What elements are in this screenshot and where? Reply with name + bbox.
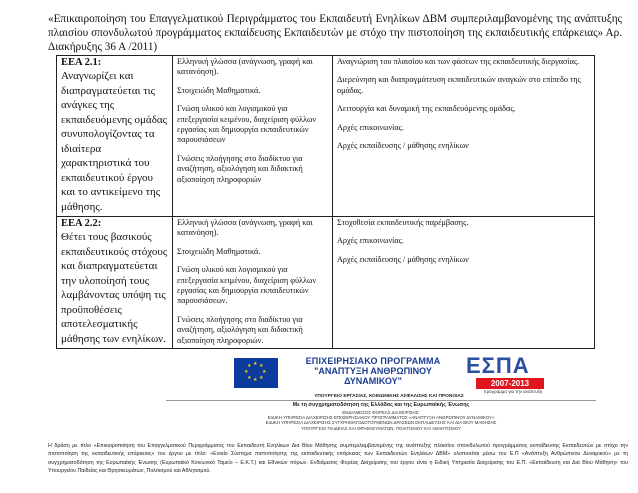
knowledge-item: Αρχές επικοινωνίας. xyxy=(337,236,404,246)
espa-years: 2007-2013 xyxy=(476,378,544,389)
ministry-line: ΥΠΟΥΡΓΕΙΟ ΕΡΓΑΣΙΑΣ, ΚΟΙΝΩΝΙΚΗΣ ΑΣΦΑΛΙΣΗΣ ΚΑΙ ΠΡΟΝΟΙΑΣ xyxy=(314,394,464,399)
knowledge-cell xyxy=(333,217,595,349)
skill-item: Στοιχειώδη Μαθηματικά. xyxy=(177,85,261,95)
competency-title: Αναγνωρίζει και διαπραγματεύεται τις ανάγκες της εκπαιδευόμενης ομάδας συνυπολογίζοντας τα ιδιαίτερα χαρακτηριστικά του εκπαιδευτικού έργου και το αντικείμενο της μάθησης. xyxy=(61,70,167,213)
knowledge-item: Αρχές εκπαίδευσης / μάθησης ενηλίκων xyxy=(337,254,469,264)
espa-subtitle: πρόγραμμα για την ανάπτυξη xyxy=(483,389,543,394)
skill-item: Γνώσεις πλοήγησης στο διαδίκτυο για αναζήτηση, αξιολόγηση και διδακτική αξιοποίηση πληροφοριών. xyxy=(177,314,303,345)
knowledge-item: Αναγνώριση του πλαισίου και των φάσεων της εκπαιδευτικής διεργασίας. xyxy=(337,57,580,66)
table-row xyxy=(57,56,595,217)
funding-logos xyxy=(56,352,596,431)
management-authority xyxy=(166,410,596,431)
espa-logo xyxy=(466,354,560,396)
table-row xyxy=(57,217,595,349)
skills-cell xyxy=(173,56,333,217)
footer-note: Η δράση με τίτλο «Επικαιροποίηση του Επαγγελματικού Περιγράμματος του Εκπαιδευτή Ενηλίκων Δια Βίου Μάθησης συμπεριλαμβανομένης της ανάπτυξης πλαισίου σπονδυλωτού προγράμματος εκπαίδευσης Εκπαιδευτών με στόχο την πιστοποίηση της εκπαιδευτικής επάρκειας» του έργου με τίτλο: «Ενιαίο Σύστημα πιστοποίησης της εκπαιδευτικής επάρκειας των Εκπαιδευτών Ενηλίκων ΔΒΜ» υλοποιείται μέσω του Ε.Π «Ανάπτυξη Ανθρώπινου Δυναμικού» με τη συγχρηματοδότηση της Ευρωπαϊκής Ένωσης (Ευρωπαϊκό Κοινωνικό Ταμείο – Ε.Κ.Τ.) και Εθνικών πόρων. Ενδιάμεσος Φορέας Διαχείρισης του έργου είναι η Ειδική Υπηρεσία Διαχείρισης του Ε.Π. «Εκπαίδευση και Δια Βίου Μάθηση» του Υπουργείου Παιδείας και Θρησκευμάτων, Πολιτισμού και Αθλητισμού. xyxy=(48,443,628,475)
knowledge-item: Λειτουργία και δυναμική της εκπαιδευόμενης ομάδας. xyxy=(337,104,516,114)
knowledge-item: Διερεύνηση και διαπραγμάτευση εκπαιδευτικών αναγκών στο επίπεδο της ομάδας. xyxy=(337,75,581,95)
mgmt-line: ΕΙΔΙΚΗ ΥΠΗΡΕΣΙΑ ΔΙΑΧΕΙΡΙΣΗΣ ΕΠΙΧΕΙΡΗΣΙΑΚΟΥ ΠΡΟΓΡΑΜΜΑΤΟΣ «ΑΝΑΠΤΥΞΗ ΑΝΘΡΩΠΙΝΟΥ ΔΥΝΑΜΙΚΟΥ» xyxy=(267,415,495,421)
skill-item: Ελληνική γλώσσα (ανάγνωση, γραφή και κατανόηση). xyxy=(177,57,313,77)
knowledge-item: Αρχές επικοινωνίας. xyxy=(337,122,404,132)
skill-item: Γνώσεις πλοήγησης στο διαδίκτυο για αναζήτηση, αξιολόγηση και διδακτική αξιοποίηση πληροφοριών xyxy=(177,153,303,184)
knowledge-item: Στοχοθεσία εκπαιδευτικής παρέμβασης. xyxy=(337,218,469,227)
program-logo xyxy=(288,356,458,390)
competency-code: ΕΕΑ 2.1: xyxy=(61,57,102,68)
competency-code: ΕΕΑ 2.2: xyxy=(61,218,102,229)
skill-item: Στοιχειώδη Μαθηματικά. xyxy=(177,246,261,256)
competency-cell xyxy=(57,217,173,349)
competency-table xyxy=(56,55,595,349)
mgmt-line: ΕΝΔΙΑΜΕΣΟΣ ΦΟΡΕΑΣ ΔΙΑΧΕΙΡΙΣΗΣ: xyxy=(342,410,420,415)
program-title-line1: ΕΠΙΧΕΙΡΗΣΙΑΚΟ ΠΡΟΓΡΑΜΜΑ xyxy=(305,356,441,366)
document-intro: «Επικαιροποίηση του Επαγγελματικού Περιγράμματος του Εκπαιδευτή Ενηλίκων ΔΒΜ συμπεριλαμβανομένης της ανάπτυξης πλαισίου σπονδυλωτού προγράμματος εκπαίδευσης Εκπαιδευτών με στόχο την πιστοποίηση της εκπαιδευτικής επάρκειας» Αρ. Διακήρυξης 36 Α /2011) xyxy=(48,13,622,53)
program-title-line2: "ΑΝΑΠΤΥΞΗ ΑΝΘΡΩΠΙΝΟΥ ΔΥΝΑΜΙΚΟΥ" xyxy=(314,366,432,386)
knowledge-item: Αρχές εκπαίδευσης / μάθησης ενηλίκων xyxy=(337,141,469,151)
cofinance-line: Με τη συγχρηματοδότηση της Ελλάδας και της Ευρωπαϊκής Ένωσης xyxy=(166,400,596,408)
competency-title: Θέτει τους βασικούς εκπαιδευτικούς στόχους και διαπραγματεύεται την υλοποίησή τους λαμβάνοντας υπόψη τις προϋποθέσεις αποτελεσματικής μάθησης των ενηλίκων. xyxy=(61,231,168,345)
skill-item: Γνώση υλικού και λογισμικού για επεξεργασία κειμένου, διαχείριση φύλλων εργασίας και δημιουργία εκπαιδευτικών παρουσιάσεων. xyxy=(177,265,317,306)
competency-cell xyxy=(57,56,173,217)
skill-item: Ελληνική γλώσσα (ανάγνωση, γραφή και κατανόηση). xyxy=(177,218,313,238)
skills-cell xyxy=(173,217,333,349)
skill-item: Γνώση υλικού και λογισμικού για επεξεργασία κειμένου, διαχείριση φύλλων εργασίας και δημιουργία εκπαιδευτικών παρουσιάσεων xyxy=(177,104,317,145)
espa-wordmark: ΕΣΠΑ xyxy=(466,353,530,378)
eu-flag-icon: ★ ★ ★ ★ ★ ★ ★ ★ xyxy=(234,358,278,388)
knowledge-cell xyxy=(333,56,595,217)
mgmt-line: ΥΠΟΥΡΓΕΙΟ ΠΑΙΔΕΙΑΣ ΚΑΙ ΘΡΗΣΚΕΥΜΑΤΩΝ, ΠΟΛΙΤΙΣΜΟΥ ΚΑΙ ΑΘΛΗΤΙΣΜΟΥ xyxy=(301,425,461,431)
mgmt-line: ΕΙΔΙΚΗ ΥΠΗΡΕΣΙΑ ΔΙΑΧΕΙΡΙΣΗΣ ΣΥΓΧΡΗΜΑΤΟΔΟΤΟΥΜΕΝΩΝ ΔΡΑΣΕΩΝ ΕΚΠΑΙΔΕΥΣΗΣ ΚΑΙ ΔΙΑ ΒΙΟΥ ΜΑΘΗΣΗΣ xyxy=(265,420,497,426)
